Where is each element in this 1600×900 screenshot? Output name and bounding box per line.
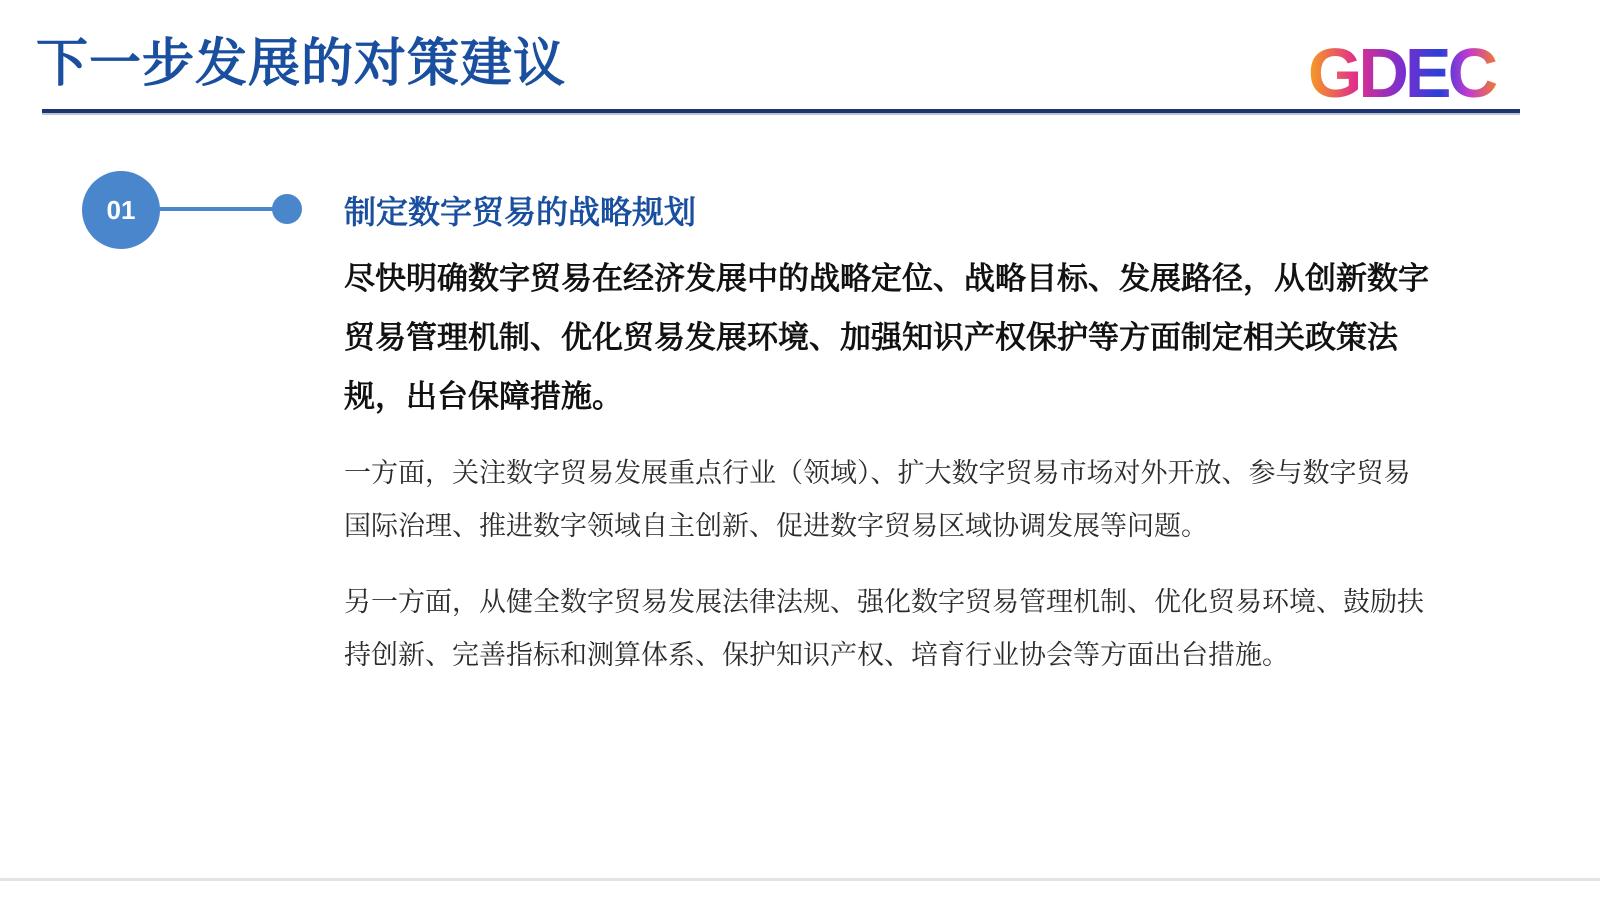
step-number-badge bbox=[82, 171, 160, 249]
gdec-logo bbox=[1296, 40, 1506, 106]
step-connector-dot bbox=[272, 194, 302, 224]
body-paragraph-1: 一方面，关注数字贸易发展重点行业（领域）、扩大数字贸易市场对外开放、参与数字贸易国际治理、推进数字领域自主创新、促进数字贸易区域协调发展等问题。 bbox=[344, 458, 1411, 542]
step-connector-line bbox=[158, 207, 288, 211]
step-number: 01 bbox=[106, 194, 136, 225]
logo-text: GDEC bbox=[1307, 40, 1495, 106]
body-paragraph-2: 另一方面，从健全数字贸易发展法律法规、强化数字贸易管理机制、优化贸易环境、鼓励扶持创新、完善指标和测算体系、保护知识产权、培育行业协会等方面出台措施。 bbox=[344, 587, 1424, 671]
bottom-divider bbox=[0, 878, 1600, 881]
title-rule-shadow bbox=[42, 113, 1520, 115]
page-title: 下一步发展的对策建议 bbox=[36, 34, 567, 94]
section-heading: 制定数字贸易的战略规划 bbox=[344, 193, 697, 231]
lead-paragraph: 尽快明确数字贸易在经济发展中的战略定位、战略目标、发展路径，从创新数字贸易管理机制、优化贸易发展环境、加强知识产权保护等方面制定相关政策法规，出台保障措施。 bbox=[344, 261, 1429, 415]
